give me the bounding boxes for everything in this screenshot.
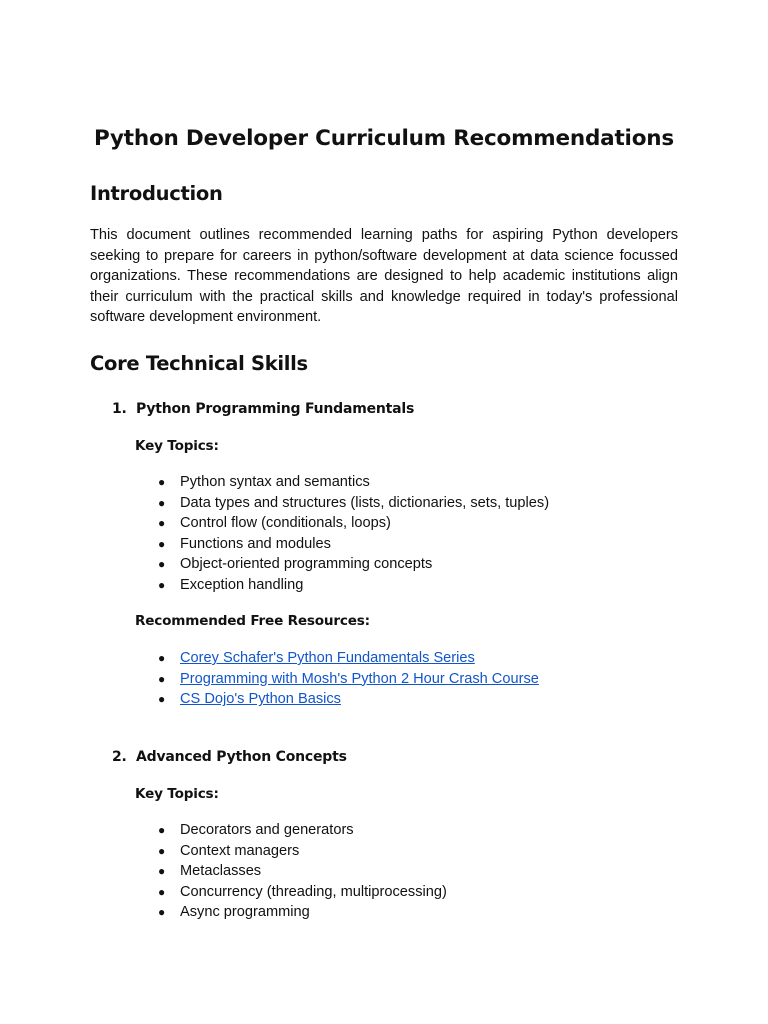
resource-link-cs-dojo[interactable]: CS Dojo's Python Basics xyxy=(180,691,341,708)
list-item: ● Metaclasses xyxy=(158,861,447,882)
section-1-key-topics-list xyxy=(158,472,549,596)
list-item: ● Functions and modules xyxy=(158,534,549,555)
bullet-icon: ● xyxy=(158,475,166,489)
list-item: ● Exception handling xyxy=(158,575,549,596)
bullet-icon: ● xyxy=(158,671,166,686)
list-item xyxy=(158,669,539,690)
list-item: ● Object-oriented programming concepts xyxy=(158,554,549,575)
document-title: Python Developer Curriculum Recommendations xyxy=(94,126,674,151)
list-item xyxy=(158,648,539,669)
section-1-resources-label: Recommended Free Resources: xyxy=(135,613,370,629)
bullet-icon: ● xyxy=(158,651,166,665)
bullet-icon: ● xyxy=(158,557,166,572)
section-2-number: 2. xyxy=(112,749,127,765)
list-item: ● Context managers xyxy=(158,841,447,862)
bullet-icon: ● xyxy=(158,536,166,551)
list-item: ● Control flow (conditionals, loops) xyxy=(158,513,549,534)
section-1-number: 1. xyxy=(112,401,127,417)
bullet-icon: ● xyxy=(158,577,166,592)
list-item: ● Concurrency (threading, multiprocessing) xyxy=(158,882,447,903)
resource-link-programming-with-mosh[interactable]: Programming with Mosh's Python 2 Hour Crash Course xyxy=(180,670,539,687)
introduction-heading: Introduction xyxy=(90,182,223,205)
bullet-icon: ● xyxy=(158,905,166,920)
bullet-icon: ● xyxy=(158,495,166,510)
section-2-title: Advanced Python Concepts xyxy=(136,749,347,765)
list-item: ● Python syntax and semantics xyxy=(158,472,549,493)
list-item: ● Decorators and generators xyxy=(158,820,447,841)
bullet-icon: ● xyxy=(158,884,166,899)
bullet-icon: ● xyxy=(158,843,166,858)
section-2-key-topics-list xyxy=(158,820,447,923)
list-item: ● Async programming xyxy=(158,902,447,923)
list-item xyxy=(158,689,539,710)
section-1-key-topics-label: Key Topics: xyxy=(135,438,219,454)
core-skills-heading: Core Technical Skills xyxy=(90,352,308,375)
bullet-icon: ● xyxy=(158,864,166,879)
section-1-title: Python Programming Fundamentals xyxy=(136,401,415,417)
section-2-key-topics-label: Key Topics: xyxy=(135,786,219,802)
section-1-heading xyxy=(112,399,414,419)
bullet-icon: ● xyxy=(158,823,166,837)
bullet-icon: ● xyxy=(158,692,166,707)
section-2-heading xyxy=(112,747,347,767)
introduction-paragraph: This document outlines recommended learning paths for aspiring Python developers seeking to prepare for careers in python/software development at data science focussed organizations. These recommendations are designed to help academic institutions align their curriculum with the practical skills and knowledge required in today's professional software development environment. xyxy=(90,227,678,326)
resource-link-corey-schafer[interactable]: Corey Schafer's Python Fundamentals Series xyxy=(180,650,475,666)
bullet-icon: ● xyxy=(158,516,166,531)
list-item: ● Data types and structures (lists, dictionaries, sets, tuples) xyxy=(158,493,549,514)
section-1-resources-list xyxy=(158,648,539,710)
